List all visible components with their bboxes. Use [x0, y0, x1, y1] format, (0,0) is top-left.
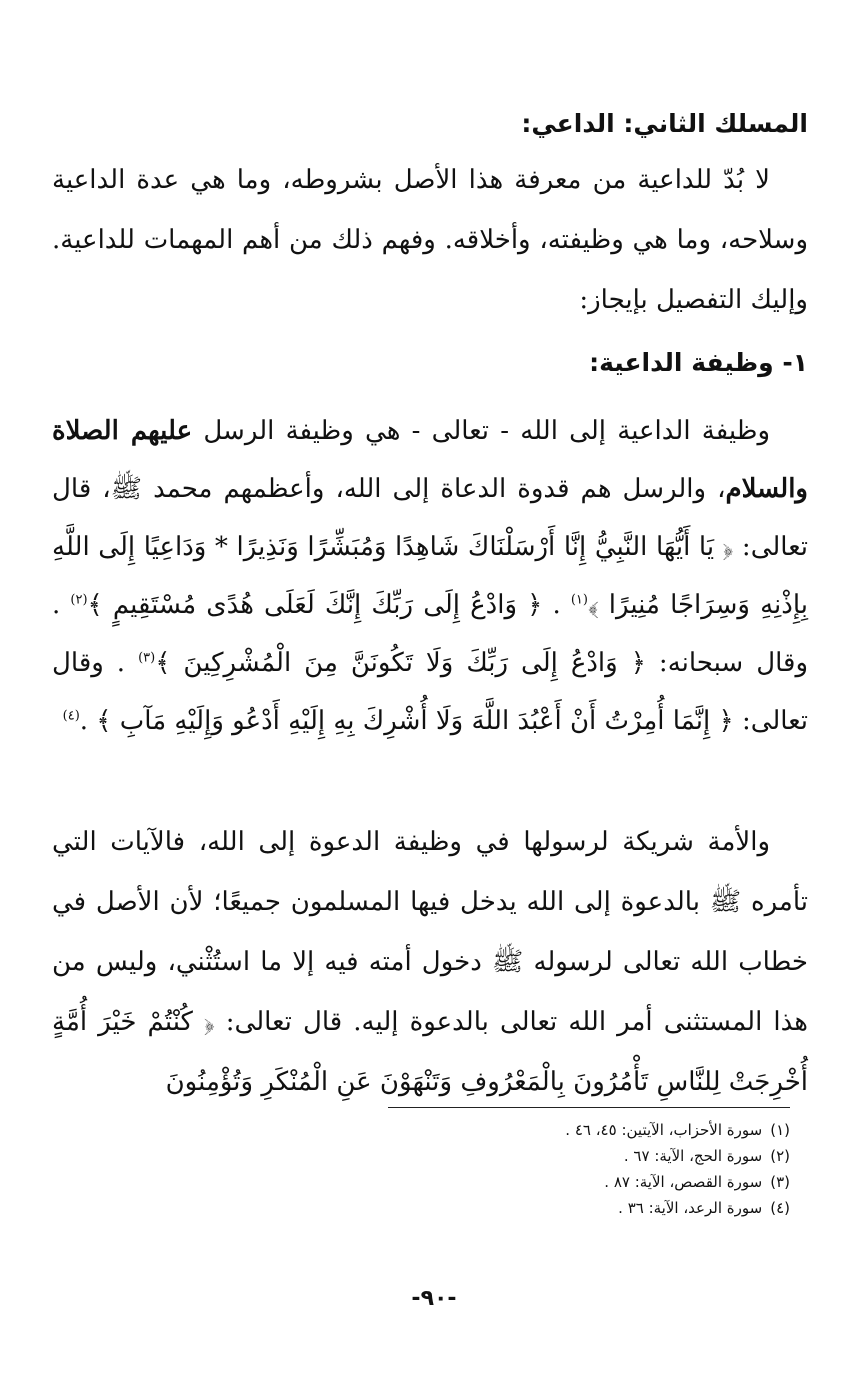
- paragraph-text: . وقال سبحانه: ﴿ وَادْعُ إِلَى رَبِّكَ وَلَا تَكُونَنَّ مِنَ الْمُشْرِكِينَ ﴾: [52, 590, 808, 678]
- footnote-ref-4[interactable]: (٤): [62, 708, 80, 724]
- footnote-text: سورة الحج، الآية: ٦٧ .: [623, 1147, 763, 1165]
- footnote-text: سورة الأحزاب، الآيتين: ٤٥، ٤٦ .: [565, 1121, 763, 1139]
- footnote-item: [565, 1169, 790, 1195]
- paragraph-caller-role: [52, 402, 808, 750]
- footnote-number: (٤): [770, 1199, 790, 1217]
- footnote-text: سورة الرعد، الآية: ٣٦ .: [618, 1199, 763, 1217]
- footnote-item: [565, 1143, 790, 1169]
- paragraph-text: ، والرسل هم قدوة الدعاة إلى الله، وأعظمهم محمد ﷺ، قال تعالى: ﴿ يَا أَيُّهَا النَّبِيُّ إِنَّا أَرْسَلْنَاكَ شَاهِدًا وَمُبَشِّرًا وَنَذِيرًا * وَدَاعِيًا إِلَى اللَّهِ بِإِذْنِهِ وَسِرَاجًا مُنِيرًا ﴾: [52, 474, 808, 620]
- footnote-ref-1[interactable]: (١): [570, 592, 588, 608]
- footnotes-list: [565, 1117, 790, 1221]
- section-heading: المسلك الثاني: الداعي:: [521, 109, 808, 138]
- subheading-caller-role: ١- وظيفة الداعية:: [589, 348, 808, 377]
- intro-paragraph: لا بُدّ للداعية من معرفة هذا الأصل بشروطه، وما هي عدة الداعية وسلاحه، وما هي وظيفته، وأخلاقه. وفهم ذلك من أهم المهمات للداعية. وإليك التفصيل بإيجاز:: [52, 165, 808, 315]
- footnote-number: (٣): [770, 1173, 790, 1191]
- footnote-ref-2[interactable]: (٢): [70, 592, 88, 608]
- footnote-ref-3[interactable]: (٣): [138, 650, 156, 666]
- paragraph-ummah: والأمة شريكة لرسولها في وظيفة الدعوة إلى الله، فالآيات التي تأمره ﷺ بالدعوة إلى الله يدخل فيها المسلمون جميعًا؛ لأن الأصل في خطاب الله تعالى لرسوله ﷺ دخول أمته فيه إلا ما استُثْني، وليس من هذا المستثنى أمر الله تعالى بالدعوة إليه. قال تعالى: ﴿ كُنْتُمْ خَيْرَ أُمَّةٍ أُخْرِجَتْ لِلنَّاسِ تَأْمُرُونَ بِالْمَعْرُوفِ وَتَنْهَوْنَ عَنِ الْمُنْكَرِ وَتُؤْمِنُونَ: [52, 827, 808, 1097]
- bold-phrase: عليهم الصلاة والسلام: [52, 416, 808, 504]
- paragraph-text: وظيفة الداعية إلى الله - تعالى - هي وظيفة الرسل: [192, 416, 770, 446]
- page-number: -٩٠-: [411, 1286, 457, 1311]
- footnote-item: [565, 1195, 790, 1221]
- footnote-number: (١): [770, 1121, 790, 1139]
- footnote-divider: [388, 1107, 790, 1108]
- footnote-number: (٢): [770, 1147, 790, 1165]
- paragraph-text: . ﴿ وَادْعُ إِلَى رَبِّكَ إِنَّكَ لَعَلَى هُدًى مُسْتَقِيمٍ ﴾: [87, 590, 571, 620]
- paragraph-text: . وقال تعالى: ﴿ إِنَّمَا أُمِرْتُ أَنْ أَعْبُدَ اللَّهَ وَلَا أُشْرِكَ بِهِ إِلَيْهِ أَدْعُو وَإِلَيْهِ مَآبِ ﴾ .: [52, 648, 808, 736]
- footnote-item: [565, 1117, 790, 1143]
- footnote-text: سورة القصص، الآية: ٨٧ .: [604, 1173, 763, 1191]
